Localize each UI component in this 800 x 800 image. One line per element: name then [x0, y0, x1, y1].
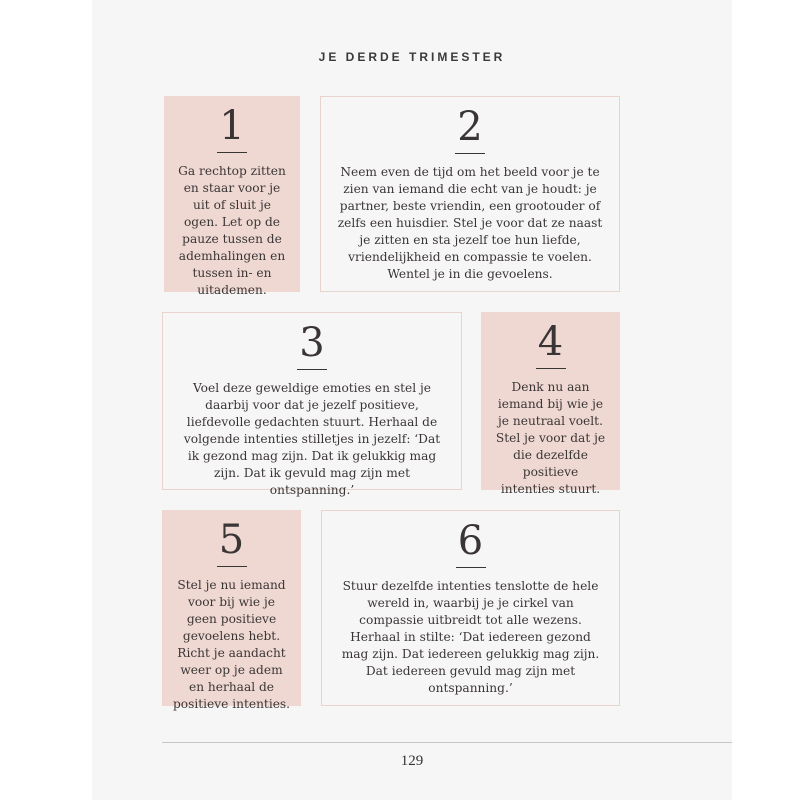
- step-rule-5: [217, 566, 247, 567]
- step-number-4: 4: [537, 319, 564, 365]
- step-text-4: Denk nu aan iemand bij wie je je neutraal voelt. Stel je voor dat je die dezelfde positieve intenties stuurt.: [495, 380, 606, 496]
- step-text-2: Neem even de tijd om het beeld voor je te zien van iemand die echt van je houdt: je partner, beste vriendin, een grootouder of zelfs een huisdier. Stel je voor dat ze naast je zitten en sta jezelf toe hun liefde, vriendelijkheid en compassie te voelen. Wentel je in die gevoelens.: [337, 165, 603, 281]
- footer-divider: [162, 742, 732, 743]
- step-box-4: [481, 312, 620, 496]
- step-rule-6: [456, 567, 486, 568]
- step-box-2: [320, 96, 620, 292]
- step-box-5: [162, 510, 301, 711]
- step-number-6: 6: [457, 518, 484, 564]
- step-text-6: Stuur dezelfde intenties tenslotte de hele wereld in, waarbij je je cirkel van compassie uitbreidt tot alle wezens. Herhaal in stilte: ‘Dat iedereen gezond mag zijn. Dat iedereen gelukkig mag zijn. Dat iedereen gevuld mag zijn met ontspanning.’: [341, 579, 600, 695]
- step-number-1: 1: [219, 103, 245, 149]
- step-box-6: [321, 510, 620, 706]
- step-number-3: 3: [299, 320, 325, 366]
- step-rule-1: [217, 152, 247, 153]
- page-header: JE DERDE TRIMESTER: [318, 50, 506, 64]
- step-box-1: [164, 96, 300, 297]
- step-box-3: [162, 312, 462, 497]
- step-number-2: 2: [457, 104, 483, 150]
- step-number-5: 5: [218, 517, 245, 563]
- book-page: [92, 0, 732, 800]
- step-text-1: Ga rechtop zitten en staar voor je uit of sluit je ogen. Let op de pauze tussen de ademhalingen en tussen in- en uitademen.: [178, 164, 286, 297]
- step-rule-2: [455, 153, 485, 154]
- step-text-5: Stel je nu iemand voor bij wie je geen positieve gevoelens hebt. Richt je aandacht weer op je adem en herhaal de positieve intenties.: [172, 578, 291, 711]
- step-rule-4: [536, 368, 566, 369]
- page-number: 129: [400, 753, 424, 769]
- step-text-3: Voel deze geweldige emoties en stel je daarbij voor dat je jezelf positieve, liefdevolle gedachten stuurt. Herhaal de volgende intenties stilletjes in jezelf: ‘Dat ik gezond mag zijn. Dat ik gelukkig mag zijn. Dat ik gevuld mag zijn met ontspanning.’: [183, 381, 441, 497]
- step-rule-3: [297, 369, 327, 370]
